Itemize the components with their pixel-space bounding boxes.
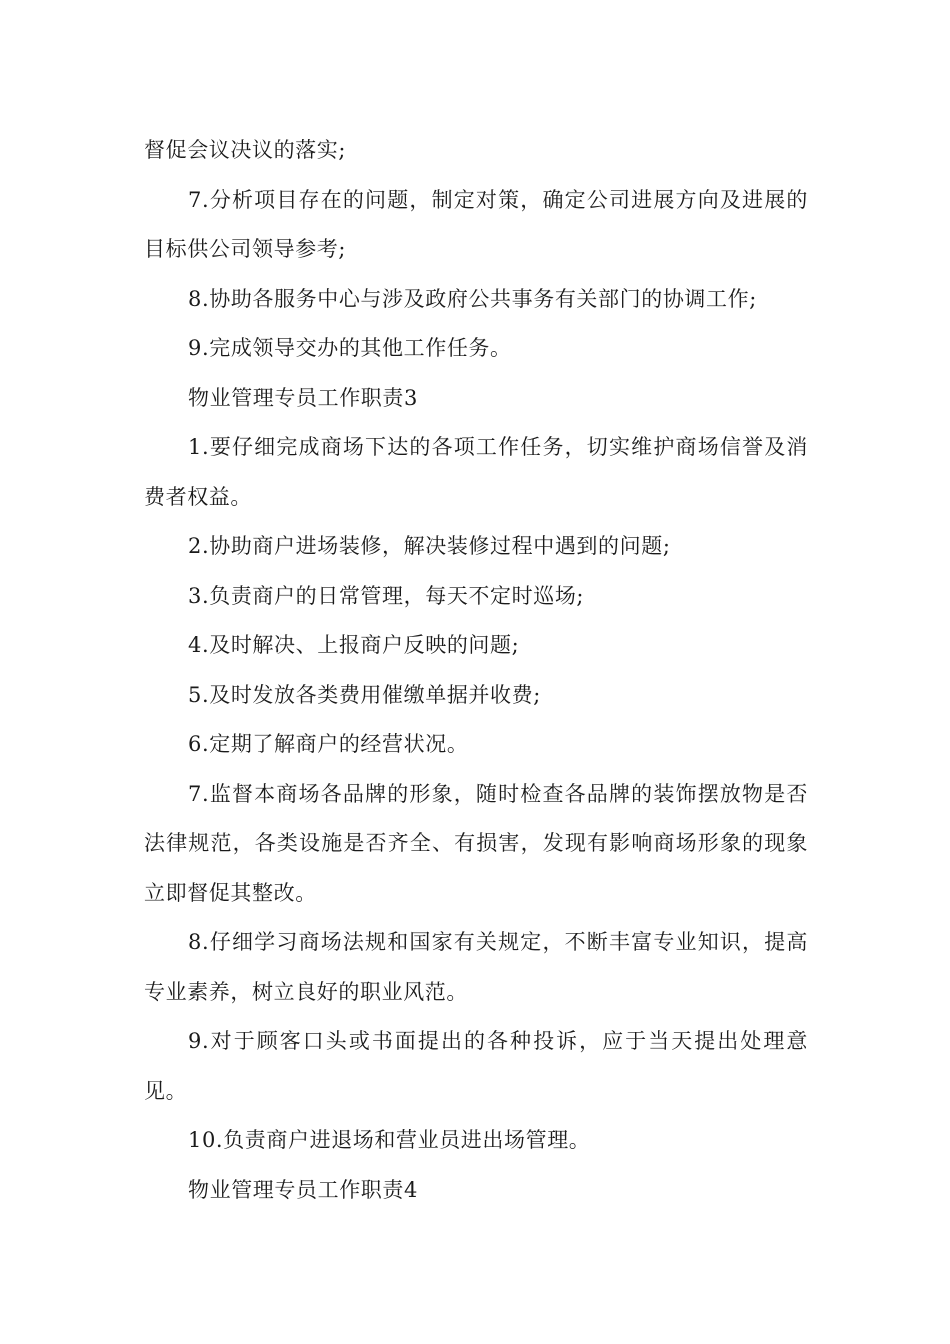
paragraph-item-8b: 8.仔细学习商场法规和国家有关规定，不断丰富专业知识，提高专业素养，树立良好的职业风范。 [144,930,808,1004]
paragraph-item-6: 6.定期了解商户的经营状况。 [188,732,469,756]
paragraph-item-2: 2.协助商户进场装修，解决装修过程中遇到的问题; [188,534,671,558]
paragraph-item-7b: 7.监督本商场各品牌的形象，随时检查各品牌的装饰摆放物是否法律规范，各类设施是否齐全、有损害，发现有影响商场形象的现象立即督促其整改。 [144,781,808,905]
paragraph-item-7: 7.分析项目存在的问题，制定对策，确定公司进展方向及进展的目标供公司领导参考; [144,187,808,261]
paragraph-item-10: 10.负责商户进退场和营业员进出场管理。 [188,1128,591,1152]
section-heading-3: 物业管理专员工作职责3 [188,385,418,410]
paragraph-item-5: 5.及时发放各类费用催缴单据并收费; [188,682,541,707]
paragraph-item-3: 3.负责商户的日常管理，每天不定时巡场; [188,583,585,608]
paragraph-item-9: 9.完成领导交办的其他工作任务。 [188,336,512,360]
paragraph-item-8: 8.协助各服务中心与涉及政府公共事务有关部门的协调工作; [188,286,757,311]
paragraph-item-1: 1.要仔细完成商场下达的各项工作任务，切实维护商场信誉及消费者权益。 [144,435,808,509]
paragraph-item-4: 4.及时解决、上报商户反映的问题; [188,633,520,657]
paragraph-continuation: 督促会议决议的落实; [144,138,347,162]
document-body [144,126,808,1215]
paragraph-item-9b: 9.对于顾客口头或书面提出的各种投诉，应于当天提出处理意见。 [144,1029,808,1103]
section-heading-4: 物业管理专员工作职责4 [188,1177,418,1202]
